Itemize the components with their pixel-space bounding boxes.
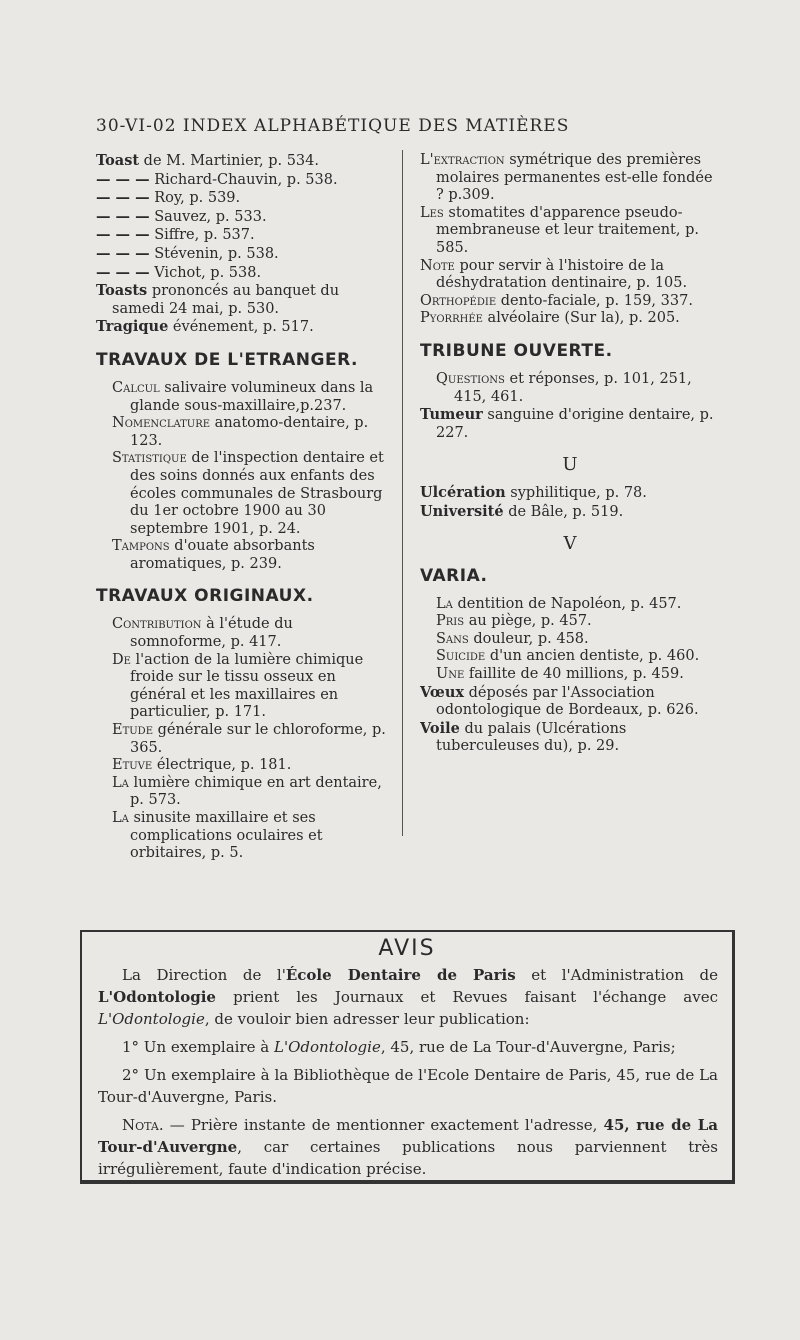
entry-keyword: La	[436, 595, 453, 612]
entry-text: d'un ancien dentiste, p. 460.	[485, 648, 700, 665]
avis-paragraph-4	[98, 1114, 718, 1180]
avis-p2-text: 1° Un exemplaire à	[122, 1038, 274, 1056]
entry-text: salivaire volumineux dans la glande sous-maxillaire,p.237.	[130, 379, 374, 414]
entry-keyword: Note	[420, 257, 455, 274]
index-entry	[420, 484, 720, 503]
index-entry	[420, 666, 720, 684]
index-entry	[96, 380, 392, 415]
section-letter-v: V	[563, 533, 577, 555]
page-header: 30-VI-02 INDEX ALPHABÉTIQUE DES MATIÈRES	[96, 116, 570, 136]
avis-p1-school: École Dentaire de Paris	[285, 966, 516, 984]
entry-keyword: — — —	[96, 207, 150, 225]
index-entry	[96, 282, 392, 318]
avis-notice-box	[80, 930, 735, 1184]
index-entry	[420, 613, 720, 631]
tribune-entries	[420, 371, 720, 406]
entry-keyword: Tumeur	[420, 406, 483, 424]
index-entry	[96, 208, 392, 227]
entry-keyword: Contribution	[112, 616, 202, 633]
entry-keyword: Université	[420, 502, 504, 520]
entry-text: pour servir à l'histoire de la déshydratation dentinaire, p. 105.	[436, 257, 688, 292]
index-entry	[96, 652, 392, 722]
tumeur-entry	[420, 406, 720, 442]
entry-keyword: La	[112, 774, 129, 791]
entry-keyword: La	[112, 810, 129, 826]
entry-text: stomatites d'apparence pseudo-membraneuse et leur traitement, p. 585.	[436, 204, 699, 256]
right-column	[420, 152, 720, 756]
avis-p2-address: , 45, rue de La Tour-d'Auvergne, Paris;	[380, 1038, 676, 1056]
entry-text: de Bâle, p. 519.	[503, 503, 624, 520]
entry-text: Stévenin, p. 538.	[149, 245, 279, 262]
index-entry	[420, 720, 720, 756]
originaux-entries	[96, 616, 392, 862]
index-entry	[96, 415, 392, 450]
entry-text: lumière chimique en art dentaire, p. 573.	[128, 774, 382, 809]
avis-p4-text2: , car certaines publications nous parviennent très irrégulièrement, faute d'indication précise.	[98, 1138, 718, 1178]
entry-keyword: Pris	[436, 613, 465, 630]
index-entry	[96, 722, 392, 757]
entry-keyword: Pyorrhée	[420, 310, 483, 327]
entry-keyword: — — —	[96, 189, 150, 207]
index-entry	[96, 189, 392, 208]
entry-text: dentition de Napoléon, p. 457.	[452, 595, 682, 612]
entry-text: Roy, p. 539.	[149, 190, 241, 207]
heading-travaux-etranger: TRAVAUX DE L'ETRANGER.	[96, 349, 358, 370]
entry-text: syphilitique, p. 78.	[505, 484, 647, 501]
entry-text: Sauvez, p. 533.	[149, 208, 267, 225]
entry-keyword: Toast	[96, 152, 140, 169]
entry-keyword: Tampons	[112, 538, 170, 555]
entry-text: Siffre, p. 537.	[149, 227, 255, 244]
entry-text: électrique, p. 181.	[152, 757, 292, 774]
index-entry	[96, 264, 392, 283]
avis-p4-text: — Prière instante de mentionner exactement l'adresse,	[163, 1116, 604, 1134]
avis-p1-text2: et l'Administration de	[515, 966, 718, 984]
u-entries	[420, 484, 720, 521]
entry-keyword: Orthopédie	[420, 292, 497, 309]
index-entry	[96, 226, 392, 245]
entry-keyword: Toasts	[96, 282, 148, 300]
varia-entries	[420, 596, 720, 684]
entry-keyword: Voile	[420, 719, 460, 737]
entry-keyword: L'extraction	[420, 152, 505, 168]
entry-keyword: Nomenclature	[112, 415, 211, 432]
index-entry	[420, 205, 720, 258]
entry-keyword: Calcul	[112, 379, 160, 396]
entry-text: prononcés au banquet du samedi 24 mai, p. 530.	[112, 283, 340, 317]
column-divider	[402, 150, 403, 836]
index-entry	[96, 775, 392, 810]
avis-p4-address: 45, rue de La Tour-d'Auvergne	[98, 1116, 718, 1156]
entry-text: déposés par l'Association odontologique de Bordeaux, p. 626.	[436, 684, 699, 719]
entry-keyword: Une	[436, 666, 465, 683]
index-entry	[420, 503, 720, 522]
entry-text: douleur, p. 458.	[468, 630, 589, 647]
entry-text: au piège, p. 457.	[464, 613, 592, 630]
heading-travaux-originaux: TRAVAUX ORIGINAUX.	[96, 586, 314, 607]
index-entry	[96, 810, 392, 863]
entry-keyword: Ulcération	[420, 483, 506, 501]
entry-keyword: Questions	[436, 370, 505, 387]
entry-keyword: Suicide	[436, 648, 486, 665]
entry-text: et réponses, p. 101, 251, 415, 461.	[454, 370, 692, 405]
index-entry	[96, 616, 392, 651]
heading-varia: VARIA.	[420, 565, 488, 586]
entry-text: à l'étude du somnoforme, p. 417.	[130, 616, 293, 651]
entry-keyword: Sans	[436, 630, 469, 647]
avis-p1-text: La Direction de l'	[122, 966, 286, 984]
entry-text: Vichot, p. 538.	[149, 264, 262, 281]
avis-p1-journal: L'Odontologie	[98, 988, 216, 1006]
index-entry	[420, 258, 720, 293]
entry-text: de l'inspection dentaire et des soins donnés aux enfants des écoles communales de Strasbourg du 1er octobre 1900 au 30 septembre 1901, p. 24.	[130, 450, 384, 537]
entry-text: l'action de la lumière chimique froide sur le tissu osseux en général et les maxillaires en particulier, p. 171.	[130, 651, 364, 721]
entry-keyword: Vœux	[420, 683, 465, 701]
entry-text: générale sur le chloroforme, p. 365.	[130, 722, 386, 756]
index-entry	[420, 631, 720, 649]
avis-paragraph-2	[98, 1036, 718, 1058]
entry-text: événement, p. 517.	[168, 319, 314, 336]
entry-keyword: Etuve	[112, 757, 153, 774]
entry-text: de M. Martinier, p. 534.	[139, 153, 319, 169]
avis-nota-label: Nota.	[122, 1116, 164, 1134]
index-entry	[420, 152, 720, 205]
avis-p2-journal: L'Odontologie	[274, 1038, 381, 1056]
entry-text: sanguine d'origine dentaire, p. 227.	[436, 407, 714, 441]
entry-text: anatomo-dentaire, p. 123.	[130, 415, 369, 449]
index-entry	[420, 648, 720, 666]
entry-text: faillite de 40 millions, p. 459.	[464, 666, 684, 683]
entry-keyword: Les	[420, 204, 444, 221]
left-column	[96, 152, 392, 863]
index-entry	[420, 293, 720, 311]
entry-keyword: — — —	[96, 244, 150, 262]
right-top-entries	[420, 152, 720, 328]
entry-keyword: Tragique	[96, 318, 169, 336]
entry-keyword: De	[112, 651, 131, 668]
index-entry	[96, 245, 392, 264]
avis-paragraph-1	[98, 964, 718, 1030]
heading-tribune-ouverte: TRIBUNE OUVERTE.	[420, 340, 613, 361]
avis-paragraph-3: 2° Un exemplaire à la Bibliothèque de l'Ecole Dentaire de Paris, 45, rue de La Tour-d'Auvergne, Paris.	[98, 1066, 718, 1106]
entry-text: alvéolaire (Sur la), p. 205.	[482, 310, 680, 327]
index-entry	[96, 757, 392, 775]
index-entry	[420, 310, 720, 328]
entry-keyword: — — —	[96, 226, 150, 244]
entry-text: sinusite maxillaire et ses complications oculaires et orbitaires, p. 5.	[128, 810, 323, 862]
index-entry	[420, 684, 720, 720]
index-entry	[420, 371, 720, 406]
entry-keyword: — — —	[96, 170, 150, 188]
v-entries	[420, 684, 720, 756]
index-entry	[96, 152, 392, 171]
entry-text: du palais (Ulcérations tuberculeuses du), p. 29.	[436, 720, 627, 755]
index-entry	[420, 596, 720, 614]
avis-p1-journal-italic: L'Odontologie	[98, 1010, 205, 1028]
section-letter-u: U	[562, 454, 578, 476]
index-entry	[420, 406, 720, 442]
index-entry	[96, 450, 392, 538]
index-entry	[96, 318, 392, 337]
index-entry	[96, 171, 392, 190]
entry-text: symétrique des premières molaires permanentes est-elle fondée ? p.309.	[436, 152, 713, 204]
entry-keyword: Etude	[112, 722, 153, 739]
toast-entries	[96, 152, 392, 337]
index-entry	[96, 538, 392, 573]
entry-keyword: — — —	[96, 263, 150, 281]
entry-text: d'ouate absorbants aromatiques, p. 239.	[130, 538, 315, 572]
entry-text: dento-faciale, p. 159, 337.	[496, 292, 693, 309]
entry-keyword: Statistique	[112, 450, 187, 467]
etranger-entries	[96, 380, 392, 574]
avis-p1-text3: prient les Journaux et Revues faisant l'échange avec	[215, 988, 718, 1006]
entry-text: Richard-Chauvin, p. 538.	[149, 171, 338, 188]
avis-p1-text4: , de vouloir bien adresser leur publication:	[204, 1010, 530, 1028]
avis-title: AVIS	[378, 936, 436, 961]
